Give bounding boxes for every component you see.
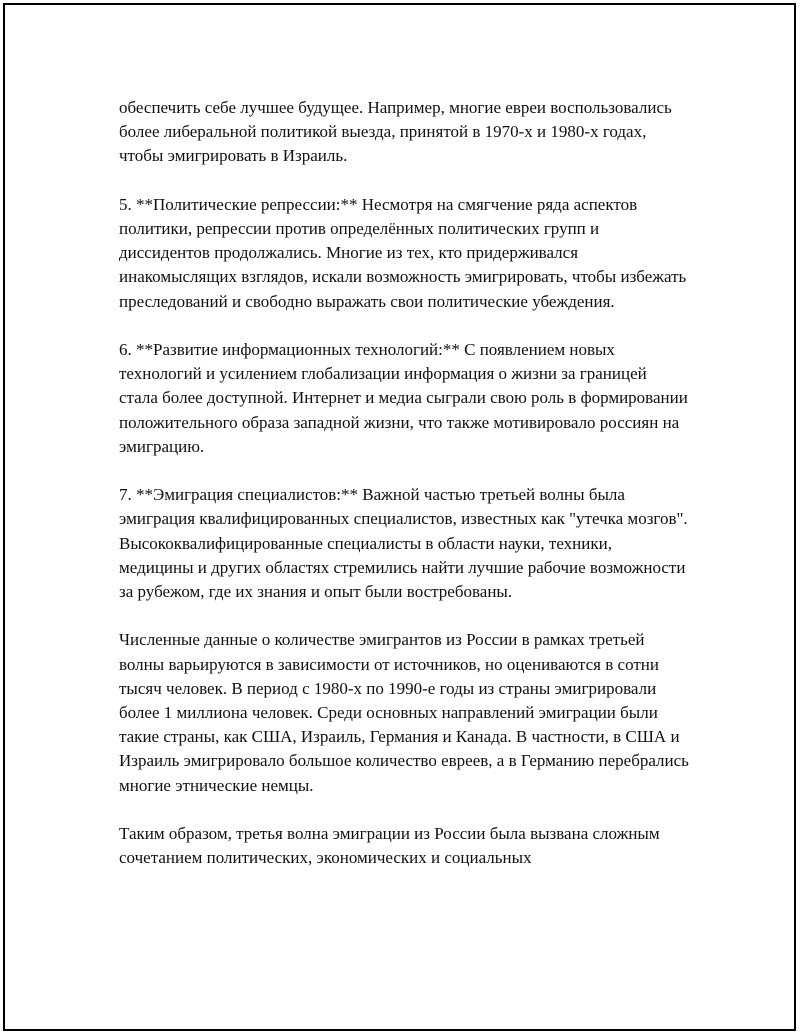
paragraph-item-6: 6. **Развитие информационных технологий:** С появлением новых технологий и усилением глобализации информация о жизни за границей стала более доступной. Интернет и медиа сыграли свою роль в формировании положительного образа западной жизни, что также мотивировало россиян на эмиграцию. — [119, 340, 688, 456]
paragraph-conclusion: Таким образом, третья волна эмиграции из России была вызвана сложным сочетанием политических, экономических и социальных — [119, 824, 660, 868]
paragraph-statistics: Численные данные о количестве эмигрантов из России в рамках третьей волны варьируются в зависимости от источников, но оцениваются в сотни тысяч человек. В период с 1980-х по 1990-е годы из страны эмигрировали более 1 миллиона человек. Среди основных направлений эмиграции были такие страны, как США, Израиль, Германия и Канада. В частности, в США и Израиль эмигрировало большое количество евреев, а в Германию перебрались многие этнические немцы. — [119, 630, 689, 795]
paragraph-continuation: обеспечить себе лучшее будущее. Например, многие евреи воспользовались более либеральной политикой выезда, принятой в 1970-х и 1980-х годах, чтобы эмигрировать в Израиль. — [119, 98, 672, 166]
document-body — [119, 96, 689, 895]
paragraph-item-7: 7. **Эмиграция специалистов:** Важной частью третьей волны была эмиграция квалифицированных специалистов, известных как "утечка мозгов". Высококвалифицированные специалисты в области науки, техники, медицины и других областях стремились найти лучшие рабочие возможности за рубежом, где их знания и опыт были востребованы. — [119, 485, 688, 602]
paragraph-item-5: 5. **Политические репрессии:** Несмотря на смягчение ряда аспектов политики, репрессии против определённых политических групп и диссидентов продолжались. Многие из тех, кто придерживался инакомыслящих взглядов, искали возможность эмигрировать, чтобы избежать преследований и свободно выражать свои политические убеждения. — [119, 194, 687, 311]
page-frame — [3, 3, 796, 1031]
